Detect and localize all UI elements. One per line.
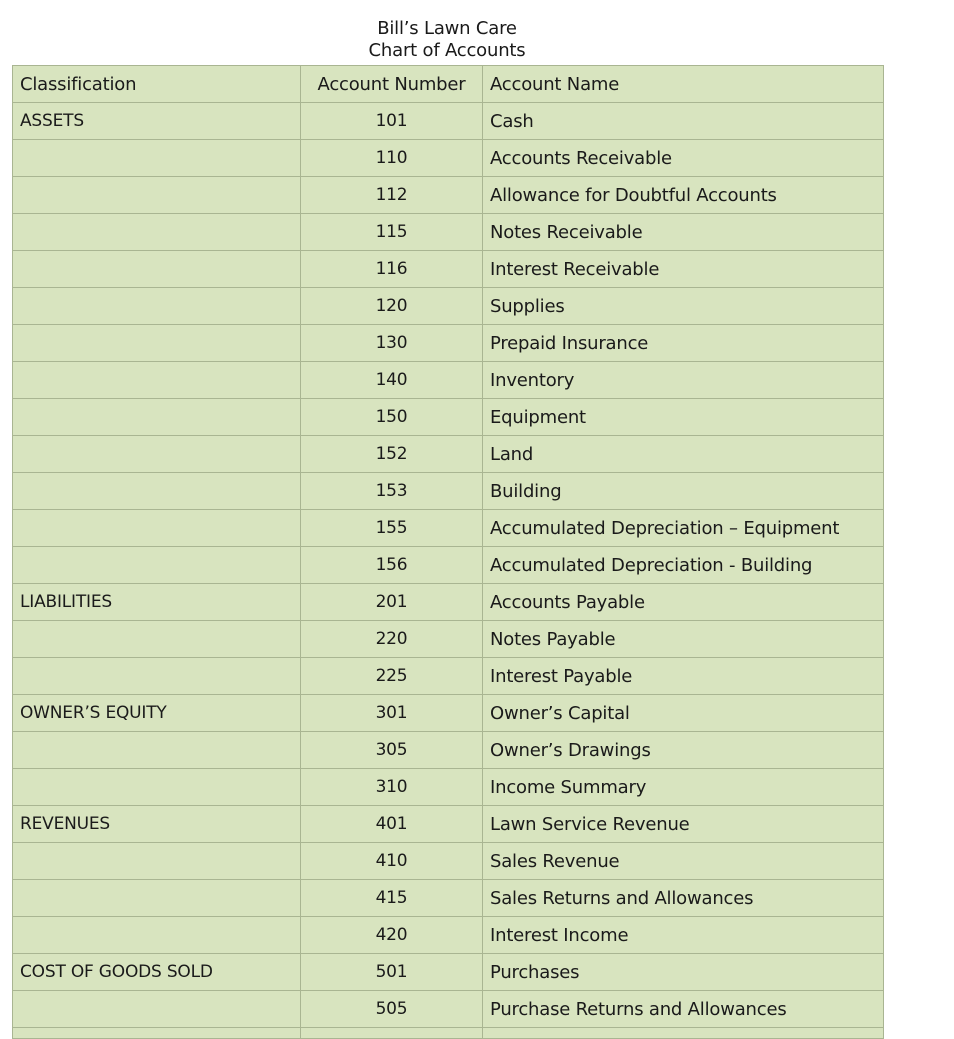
table-row [13,214,884,251]
table-row [13,325,884,362]
classification-cell [13,251,301,288]
classification-cell [13,880,301,917]
account-number-cell: 156 [301,547,483,584]
account-number-cell: 305 [301,732,483,769]
account-number-cell: 155 [301,510,483,547]
classification-cell [13,658,301,695]
table-row [13,695,884,732]
classification-cell [13,177,301,214]
classification-cell: LIABILITIES [13,584,301,621]
table-row [13,362,884,399]
table-row [13,954,884,991]
table-row [13,843,884,880]
account-number-cell: 505 [301,991,483,1028]
document-subtitle: Chart of Accounts [368,40,526,61]
account-number-cell: 140 [301,362,483,399]
table-row [13,880,884,917]
table-row [13,177,884,214]
classification-cell: REVENUES [13,806,301,843]
table-row [13,399,884,436]
account-number-cell: 225 [301,658,483,695]
classification-cell [13,621,301,658]
account-name-cell: Accounts Payable [483,584,884,621]
account-name-cell: Interest Payable [483,658,884,695]
classification-cell: OWNER’S EQUITY [13,695,301,732]
table-body [13,103,884,1039]
account-number-cell: 101 [301,103,483,140]
table-row [13,658,884,695]
account-number-cell: 120 [301,288,483,325]
header-account-name: Account Name [483,66,884,103]
classification-cell [13,325,301,362]
account-number-cell: 420 [301,917,483,954]
account-name-cell: Supplies [483,288,884,325]
classification-cell: COST OF GOODS SOLD [13,954,301,991]
account-name-cell: Allowance for Doubtful Accounts [483,177,884,214]
classification-cell: ASSETS [13,103,301,140]
account-number-cell: 401 [301,806,483,843]
account-name-cell: Owner’s Capital [483,695,884,732]
account-name-cell: Interest Receivable [483,251,884,288]
account-number-cell: 410 [301,843,483,880]
table-row [13,547,884,584]
company-name: Bill’s Lawn Care [377,18,517,39]
classification-cell [13,436,301,473]
table-row [13,769,884,806]
table-row [13,917,884,954]
account-number-cell: 201 [301,584,483,621]
account-name-cell: Equipment [483,399,884,436]
classification-cell [13,288,301,325]
account-name-cell: Purchase Returns and Allowances [483,991,884,1028]
table-row-partial [13,1028,884,1039]
classification-cell [13,214,301,251]
account-name-cell: Lawn Service Revenue [483,806,884,843]
header-classification: Classification [13,66,301,103]
account-name-cell: Income Summary [483,769,884,806]
account-name-cell: Notes Payable [483,621,884,658]
account-number-cell [301,1028,483,1039]
classification-cell [13,510,301,547]
table-row [13,991,884,1028]
table-row [13,103,884,140]
table-row [13,140,884,177]
chart-of-accounts-table [12,65,884,1039]
account-name-cell [483,1028,884,1039]
account-name-cell: Inventory [483,362,884,399]
classification-cell [13,547,301,584]
account-number-cell: 301 [301,695,483,732]
account-name-cell: Sales Revenue [483,843,884,880]
account-number-cell: 115 [301,214,483,251]
account-name-cell: Accounts Receivable [483,140,884,177]
account-number-cell: 152 [301,436,483,473]
account-number-cell: 150 [301,399,483,436]
account-number-cell: 415 [301,880,483,917]
table-row [13,584,884,621]
document-title [12,18,882,62]
table-row [13,251,884,288]
account-name-cell: Land [483,436,884,473]
account-name-cell: Accumulated Depreciation - Building [483,547,884,584]
classification-cell [13,473,301,510]
header-row [13,66,884,103]
account-name-cell: Cash [483,103,884,140]
classification-cell [13,917,301,954]
account-name-cell: Interest Income [483,917,884,954]
table-row [13,732,884,769]
classification-cell [13,991,301,1028]
classification-cell [13,1028,301,1039]
account-number-cell: 110 [301,140,483,177]
classification-cell [13,843,301,880]
header-account-number: Account Number [301,66,483,103]
account-number-cell: 220 [301,621,483,658]
account-number-cell: 116 [301,251,483,288]
account-name-cell: Building [483,473,884,510]
table-row [13,288,884,325]
table-row [13,806,884,843]
classification-cell [13,362,301,399]
table-row [13,473,884,510]
account-number-cell: 130 [301,325,483,362]
table-row [13,436,884,473]
account-number-cell: 112 [301,177,483,214]
account-name-cell: Sales Returns and Allowances [483,880,884,917]
classification-cell [13,140,301,177]
account-number-cell: 310 [301,769,483,806]
table-row [13,621,884,658]
account-name-cell: Notes Receivable [483,214,884,251]
account-name-cell: Prepaid Insurance [483,325,884,362]
account-name-cell: Owner’s Drawings [483,732,884,769]
account-name-cell: Purchases [483,954,884,991]
table-row [13,510,884,547]
account-name-cell: Accumulated Depreciation – Equipment [483,510,884,547]
classification-cell [13,769,301,806]
account-number-cell: 153 [301,473,483,510]
classification-cell [13,399,301,436]
account-number-cell: 501 [301,954,483,991]
classification-cell [13,732,301,769]
